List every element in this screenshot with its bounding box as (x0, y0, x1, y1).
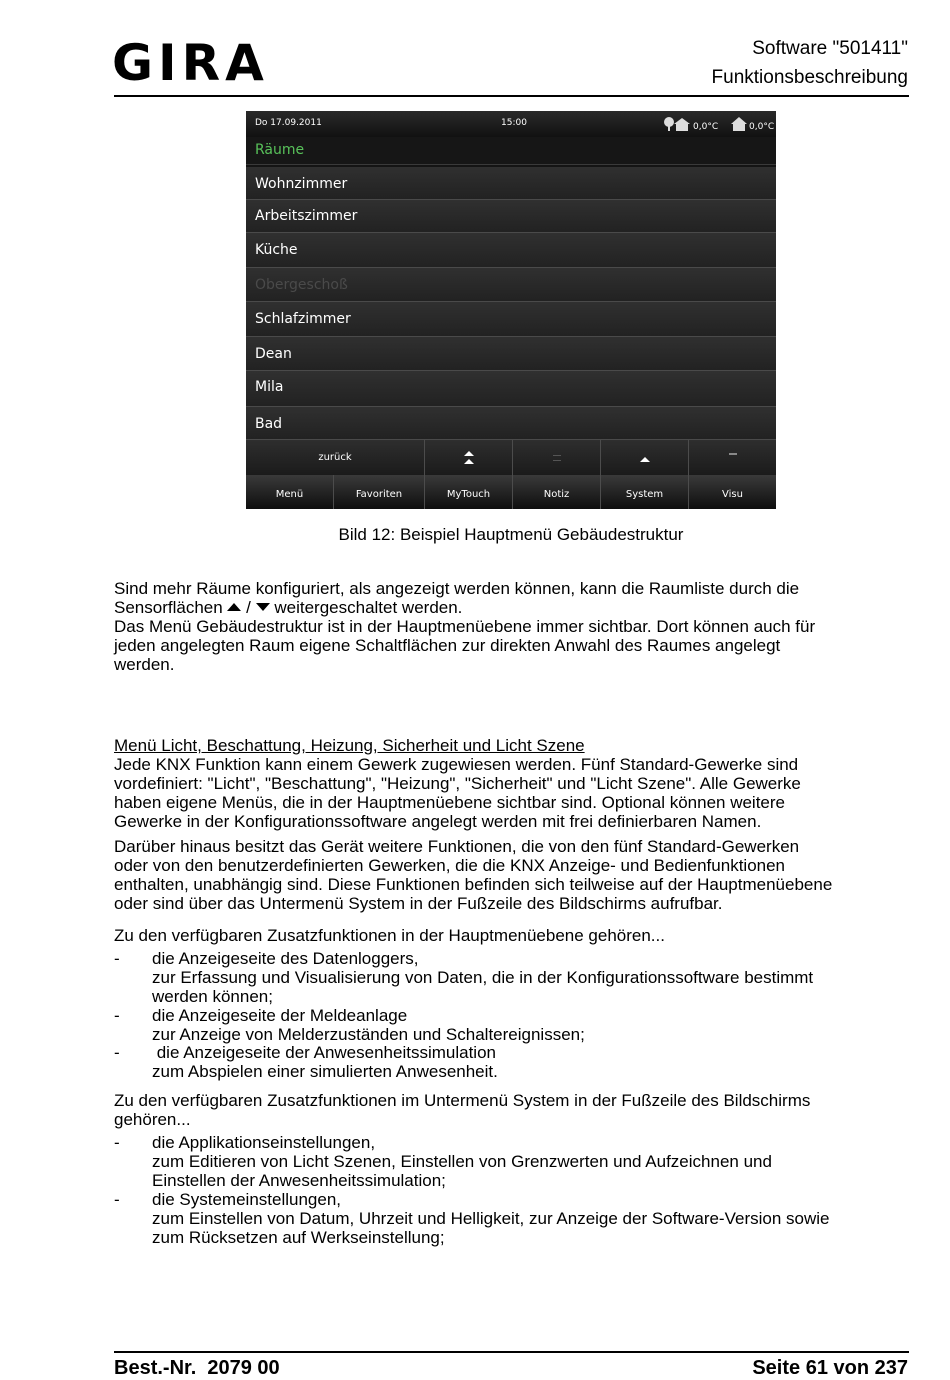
header-rule (114, 95, 909, 97)
paragraph-line: vordefiniert: "Licht", "Beschattung", "Heizung", "Sicherheit" und "Licht Szene". Alle Gewerke (114, 774, 801, 793)
paragraph-line: Zu den verfügbaren Zusatzfunktionen im Untermenü System in der Fußzeile des Bildschirms (114, 1091, 811, 1110)
paragraph-line: haben eigene Menüs, die in der Hauptmenüebene sichtbar sind. Optional können weitere (114, 793, 786, 812)
up-arrow-icon (227, 603, 241, 611)
paragraph-line: oder von den benutzerdefinierten Gewerken, die die KNX Anzeige- und Bedienfunktionen (114, 856, 786, 875)
back-button[interactable]: zurück (246, 440, 425, 475)
room-mila[interactable]: Mila (246, 371, 776, 407)
nav-menue[interactable]: Menü (246, 475, 334, 509)
gira-logo: GIRA (112, 34, 269, 92)
room-wohnzimmer[interactable]: Wohnzimmer (246, 167, 776, 200)
status-time: 15:00 (501, 118, 527, 128)
room-bad[interactable]: Bad (246, 407, 776, 440)
order-number: Best.-Nr. 2079 00 (114, 1357, 280, 1379)
paragraph-line-arrows: Sensorflächen / weitergeschaltet werden. (114, 598, 463, 617)
indoor-temperature: 0,0°C (749, 122, 775, 132)
figure-caption: Bild 12: Beispiel Hauptmenü Gebäudestruktur (338, 525, 684, 544)
list-item-title: die Anzeigeseite der Meldeanlage (152, 1006, 408, 1025)
nav-mytouch[interactable]: MyTouch (425, 475, 513, 509)
paragraph-line: enthalten, unabhängig sind. Diese Funktionen befinden sich teilweise auf der Hauptmenüebene (114, 875, 833, 894)
room-kueche[interactable]: Küche (246, 233, 776, 268)
list-dash: - (114, 949, 120, 968)
room-schlafzimmer[interactable]: Schlafzimmer (246, 302, 776, 337)
control-bar (246, 440, 776, 475)
device-screenshot (246, 111, 776, 509)
list-item-desc: zum Einstellen von Datum, Uhrzeit und Helligkeit, zur Anzeige der Software-Version sowie (152, 1209, 830, 1228)
list-dash: - (114, 1006, 120, 1025)
paragraph-line: oder sind über das Untermenü System in der Fußzeile des Bildschirms aufrufbar. (114, 894, 723, 913)
document-header (712, 34, 908, 92)
down-arrow-icon (256, 603, 270, 611)
rooms-title: Räume (246, 137, 776, 165)
paragraph-line: Jede KNX Funktion kann einem Gewerk zugewiesen werden. Fünf Standard-Gewerke sind (114, 755, 799, 774)
paragraph-line: Das Menü Gebäudestruktur ist in der Hauptmenüebene immer sichtbar. Dort können auch für (114, 617, 816, 636)
room-arbeitszimmer[interactable]: Arbeitszimmer (246, 200, 776, 233)
double-down-arrow-icon (551, 452, 563, 464)
nav-visu[interactable]: Visu (722, 489, 743, 500)
list-item-desc: zur Anzeige von Melderzuständen und Schaltereignissen; (152, 1025, 585, 1044)
page-top-button[interactable] (425, 440, 513, 475)
nav-favoriten[interactable]: Favoriten (334, 475, 425, 509)
room-dean[interactable]: Dean (246, 337, 776, 371)
list-item-desc: werden können; (152, 987, 273, 1006)
list-item-desc: zum Rücksetzen auf Werkseinstellung; (152, 1228, 445, 1247)
nav-system[interactable]: System (601, 475, 689, 509)
list-item-title: die Applikationseinstellungen, (152, 1133, 376, 1152)
outdoor-house-icon (663, 117, 691, 131)
scroll-down-button[interactable] (689, 440, 776, 475)
paragraph-line: Zu den verfügbaren Zusatzfunktionen in der Hauptmenüebene gehören... (114, 926, 665, 945)
paragraph-line: jeden angelegten Raum eigene Schaltflächen zur direkten Anwahl des Raumes angelegt (114, 636, 781, 655)
double-up-arrow-icon (463, 449, 475, 465)
status-date: Do 17.09.2011 (255, 118, 322, 128)
list-item-title: die Anzeigeseite der Anwesenheitssimulation (152, 1043, 496, 1062)
paragraph-line: Darüber hinaus besitzt das Gerät weitere Funktionen, die von den fünf Standard-Gewerken (114, 837, 800, 856)
section-heading: Menü Licht, Beschattung, Heizung, Sicherheit und Licht Szene (114, 736, 585, 755)
list-item-title: die Systemeinstellungen, (152, 1190, 342, 1209)
list-item-desc: Einstellen der Anwesenheitssimulation; (152, 1171, 446, 1190)
doc-type-label: Funktionsbeschreibung (711, 67, 908, 88)
list-dash: - (114, 1190, 120, 1209)
paragraph-line: werden. (114, 655, 175, 674)
list-dash: - (114, 1133, 120, 1152)
scroll-up-button[interactable] (601, 440, 689, 475)
indoor-house-icon (731, 117, 747, 131)
down-arrow-icon (727, 450, 739, 458)
paragraph-line: gehören... (114, 1110, 191, 1129)
paragraph-line: Gewerke in der Konfigurationssoftware angelegt werden mit frei definierbaren Namen. (114, 812, 762, 831)
room-obergeschoss[interactable]: Obergeschoß (246, 268, 776, 302)
software-label: Software "501411" (752, 38, 908, 59)
page-number: Seite 61 von 237 (752, 1357, 908, 1379)
footer-rule (114, 1351, 909, 1353)
status-bar (246, 111, 776, 137)
bottom-navigation (246, 475, 776, 509)
nav-notiz[interactable]: Notiz (513, 475, 601, 509)
list-item-desc: zum Editieren von Licht Szenen, Einstellen von Grenzwerten und Aufzeichnen und (152, 1152, 772, 1171)
paragraph-line: Sind mehr Räume konfiguriert, als angezeigt werden können, kann die Raumliste durch die (114, 579, 800, 598)
list-item-desc: zum Abspielen einer simulierten Anwesenheit. (152, 1062, 498, 1081)
up-arrow-icon (639, 455, 651, 463)
outdoor-temperature: 0,0°C (693, 122, 719, 132)
list-item-title: die Anzeigeseite des Datenloggers, (152, 949, 419, 968)
list-item-desc: zur Erfassung und Visualisierung von Daten, die in der Konfigurationssoftware bestimmt (152, 968, 814, 987)
list-dash: - (114, 1043, 120, 1062)
page-bottom-button[interactable] (513, 440, 601, 475)
